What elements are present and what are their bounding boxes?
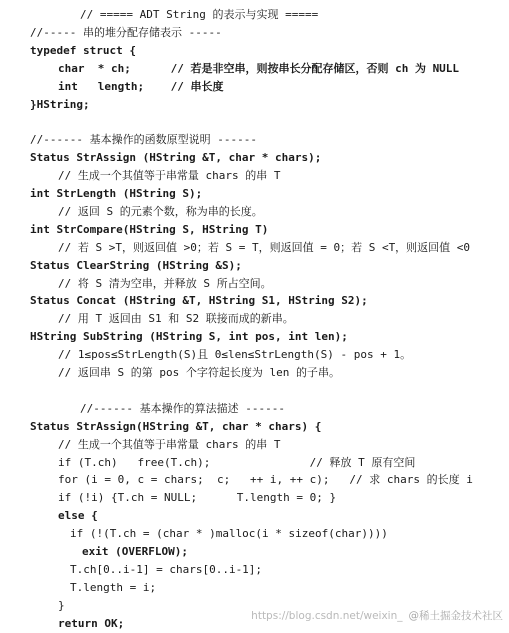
code-line: // 若 S >T，则返回值 >0；若 S = T，则返回值 = 0；若 S <T，则返回值 <0 bbox=[58, 240, 471, 254]
watermark bbox=[251, 608, 503, 623]
code-line: // 1≤pos≤StrLength(S)且 0≤len≤StrLength(S) - pos + 1。 bbox=[58, 348, 412, 362]
code-line: int StrLength (HString S); bbox=[30, 187, 203, 200]
watermark-brand: @稀土掘金技术社区 bbox=[408, 610, 503, 622]
code-line: int length; // 串长度 bbox=[58, 79, 224, 93]
code-line: //------ 基本操作的算法描述 ------ bbox=[80, 401, 285, 415]
code-line: T.length = i; bbox=[70, 580, 157, 594]
code-line: exit (OVERFLOW); bbox=[82, 545, 188, 558]
code-line: int StrCompare(HString S, HString T) bbox=[30, 222, 269, 236]
code-line: // 生成一个其值等于串常量 chars 的串 T bbox=[58, 169, 281, 183]
code-line: if (!(T.ch = (char * )malloc(i * sizeof(char)))) bbox=[70, 527, 388, 541]
code-line: Status StrAssign(HString &T, char * chars) { bbox=[30, 419, 322, 433]
code-line: // ===== ADT String 的表示与实现 ===== bbox=[80, 8, 319, 21]
code-line: Status StrAssign (HString &T, char * chars); bbox=[30, 151, 322, 165]
code-line: char * ch; // 若是非空串，则按串长分配存储区，否则 ch 为 NULL bbox=[58, 61, 460, 75]
code-line: //----- 串的堆分配存储表示 ----- bbox=[30, 25, 222, 39]
code-line: }HString; bbox=[30, 97, 90, 111]
code-line: } bbox=[58, 598, 65, 612]
code-line: for (i = 0, c = chars; c; ++ i, ++ c); // 求 chars 的长度 i bbox=[58, 473, 473, 487]
code-line: else { bbox=[58, 509, 98, 523]
code-line: if (T.ch) free(T.ch); // 释放 T 原有空间 bbox=[58, 455, 416, 469]
code-line: // 返回 S 的元素个数，称为串的长度。 bbox=[58, 204, 263, 218]
code-line: // 将 S 清为空串，并释放 S 所占空间。 bbox=[58, 276, 272, 290]
code-line: Status Concat (HString &T, HString S1, HString S2); bbox=[30, 294, 368, 308]
code-line: // 生成一个其值等于串常量 chars 的串 T bbox=[58, 437, 281, 451]
code-line: // 返回串 S 的第 pos 个字符起长度为 len 的子串。 bbox=[58, 366, 340, 379]
code-line: HString SubString (HString S, int pos, int len); bbox=[30, 330, 348, 344]
code-line: typedef struct { bbox=[30, 43, 136, 57]
code-line: //------ 基本操作的函数原型说明 ------ bbox=[30, 133, 257, 147]
code-line: T.ch[0..i-1] = chars[0..i-1]; bbox=[70, 562, 263, 576]
watermark-url: https://blog.csdn.net/weixin_ bbox=[251, 610, 403, 622]
code-line: Status ClearString (HString &S); bbox=[30, 258, 242, 272]
code-line: return OK; bbox=[58, 616, 125, 630]
code-line: if (!i) {T.ch = NULL; T.length = 0; } bbox=[58, 491, 337, 505]
code-line: // 用 T 返回由 S1 和 S2 联接而成的新串。 bbox=[58, 312, 294, 326]
